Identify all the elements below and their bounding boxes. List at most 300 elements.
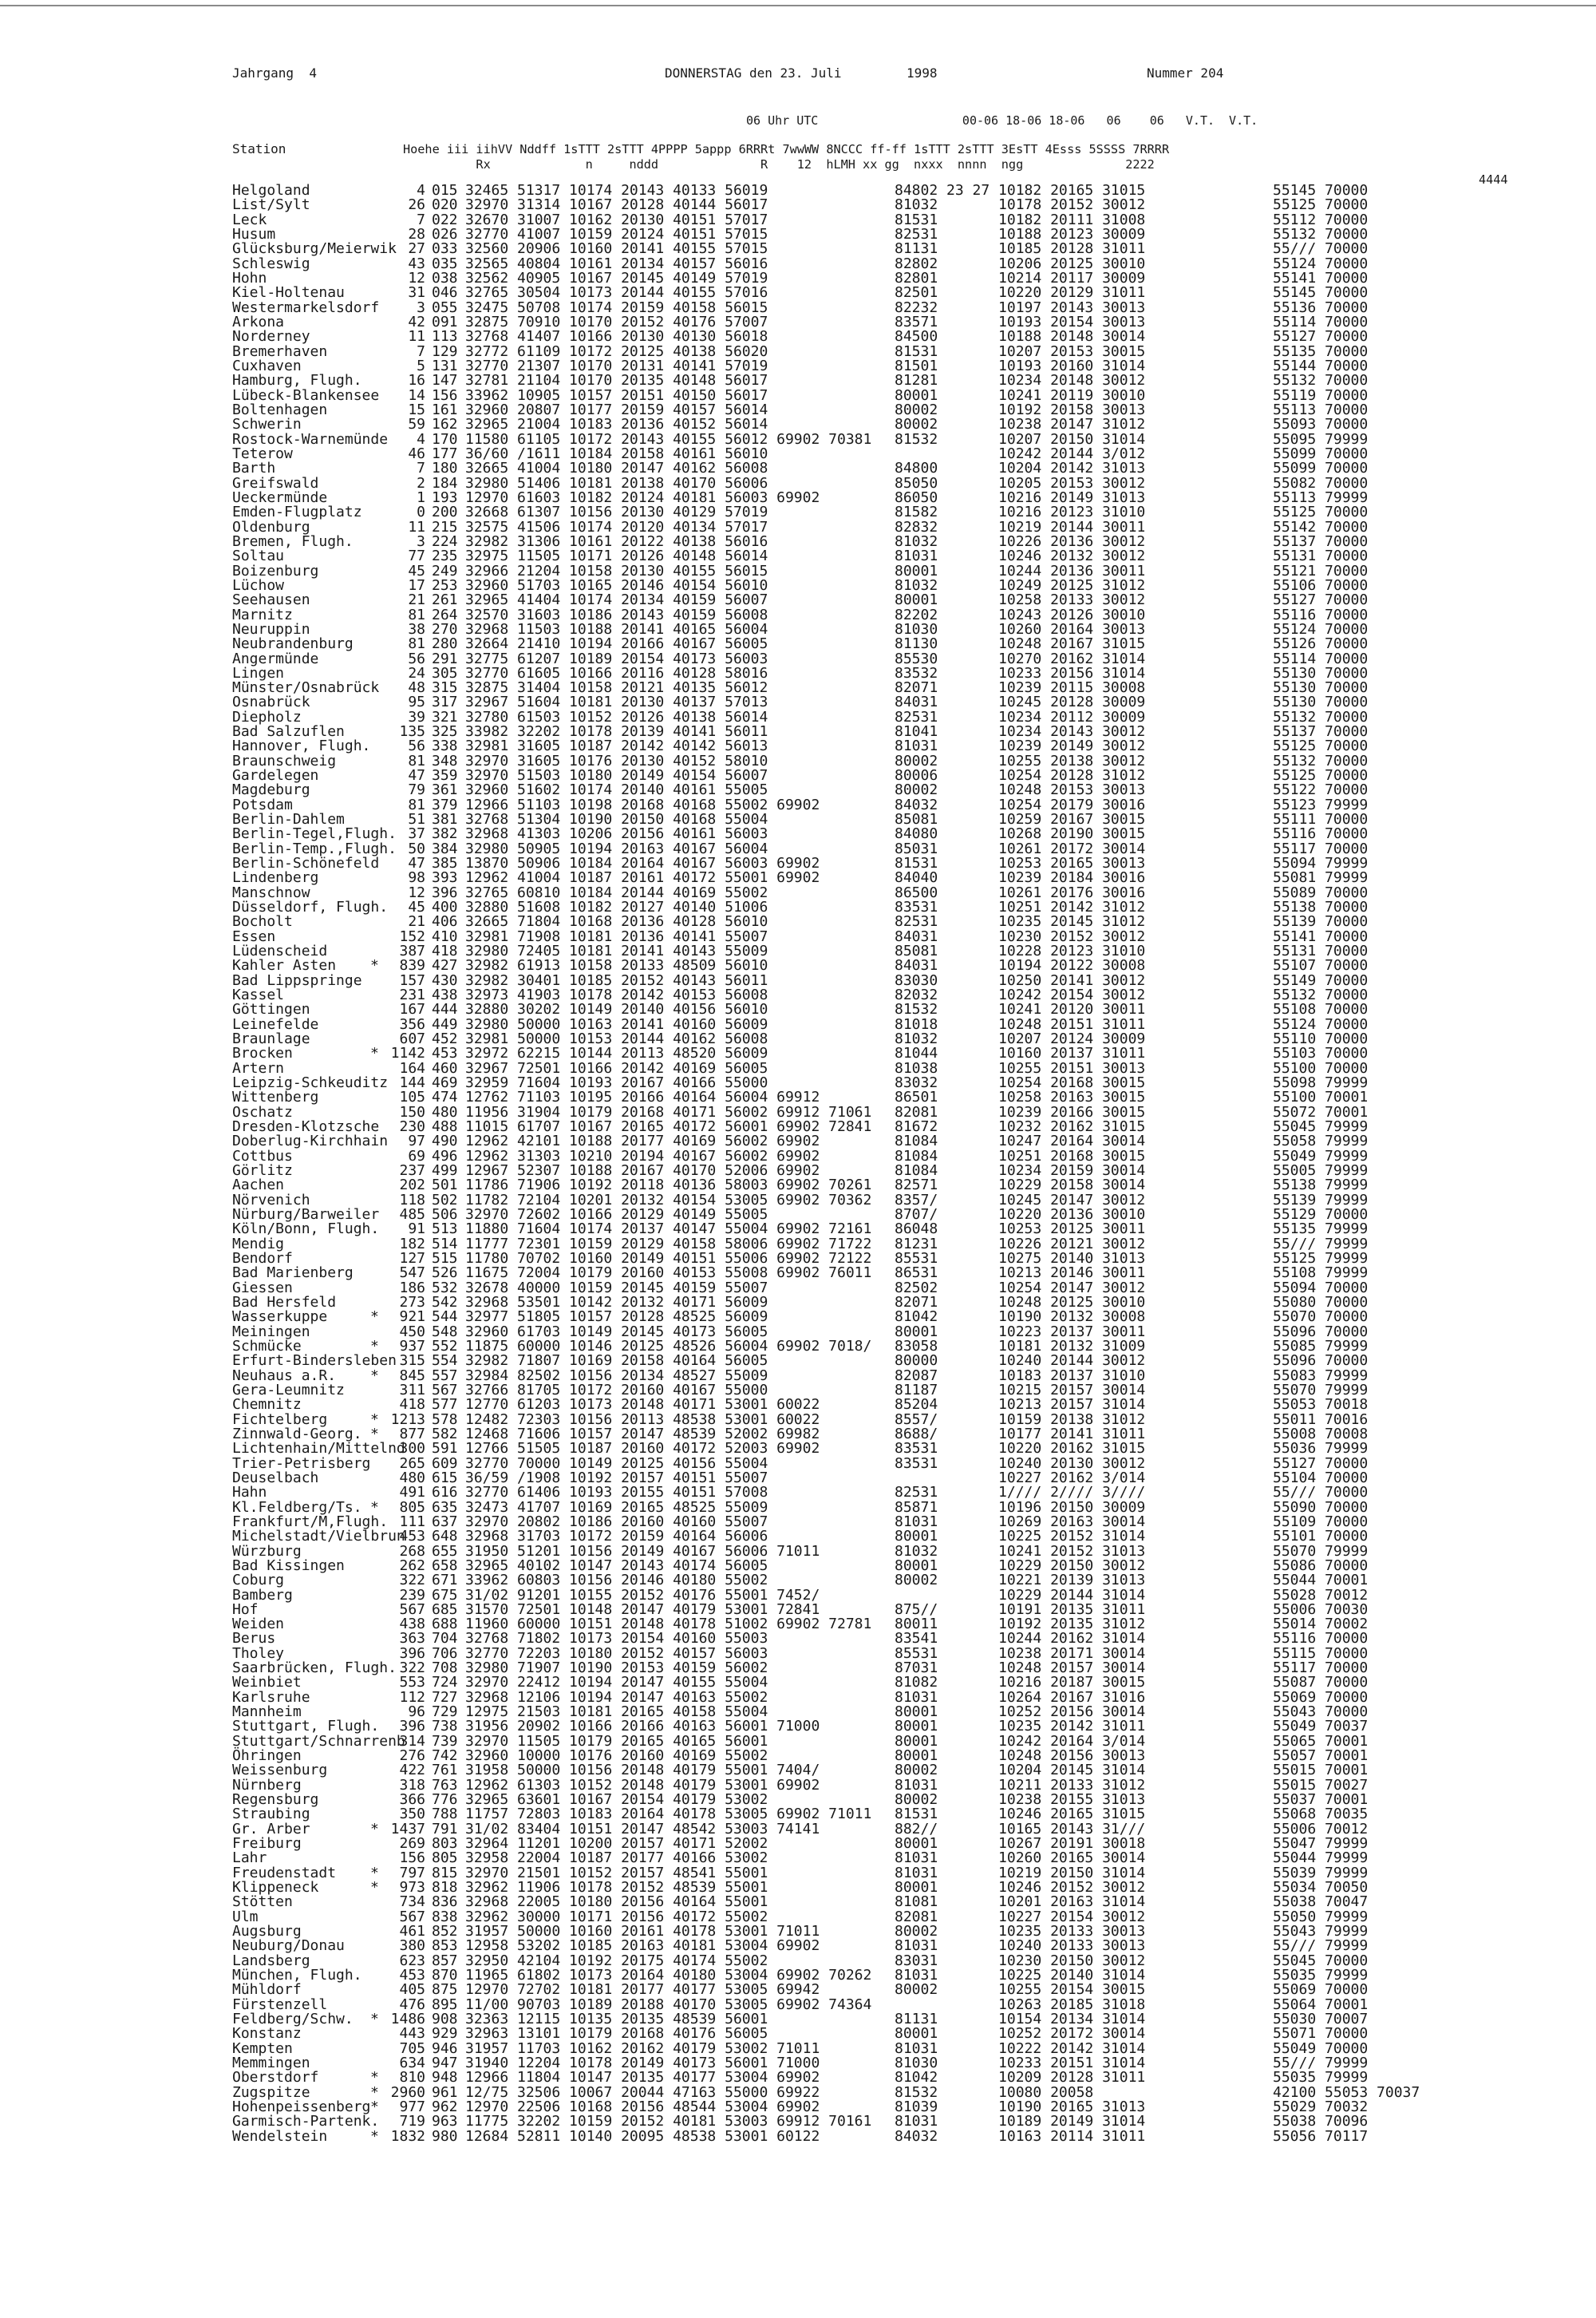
station-altitude: 186 — [399, 1279, 425, 1296]
synop-groups: 12762 71103 10195 20166 40164 56004 69912 — [465, 1089, 820, 1106]
station-altitude: 461 — [399, 1923, 425, 1940]
extremes-groups: 80002 10238 20155 31013 — [895, 1791, 1146, 1809]
extremes-groups: 80001 10267 20191 30018 — [895, 1835, 1146, 1853]
extremes-groups: 80001 10223 20137 30011 — [895, 1323, 1146, 1340]
synop-groups: 32968 12106 10194 20147 40163 55002 — [465, 1688, 768, 1706]
station-name: Bamberg — [232, 1586, 293, 1604]
extremes-groups: 83531 10251 20142 31012 — [895, 899, 1146, 916]
extremes-groups: 80001 10248 20156 30013 — [895, 1747, 1146, 1765]
table-row — [232, 1895, 1509, 1909]
synop-groups: 32980 50905 10194 20163 40167 56004 — [465, 840, 768, 857]
station-altitude: 111 — [399, 1513, 425, 1530]
station-name: Manschnow — [232, 884, 310, 901]
vt-groups: 55138 70000 — [1273, 899, 1369, 916]
extremes-groups: 81582 10216 20123 31010 — [895, 504, 1146, 521]
mountain-marker: * — [370, 1045, 379, 1062]
station-altitude: 839 — [399, 957, 425, 975]
synop-groups: 32980 50000 10163 20141 40160 56009 — [465, 1015, 768, 1033]
station-index: 338 — [432, 738, 458, 755]
station-altitude: 1142 — [390, 1045, 425, 1062]
station-index: 853 — [432, 1937, 458, 1955]
vt-groups: 55006 70012 — [1273, 1820, 1369, 1837]
synop-groups: 32972 62215 10144 20113 48520 56009 — [465, 1045, 768, 1062]
station-index: 469 — [432, 1074, 458, 1092]
station-name: Norderney — [232, 328, 310, 346]
vt-groups: 55117 70000 — [1273, 1659, 1369, 1677]
station-name: Lichtenhain/Mittelnd — [232, 1440, 405, 1458]
table-row — [232, 505, 1509, 520]
station-altitude: 112 — [399, 1688, 425, 1706]
vt-groups: 55127 70000 — [1273, 1454, 1369, 1472]
extremes-groups: 80006 10254 20128 31012 — [895, 767, 1146, 785]
synop-groups: 32765 30504 10173 20144 40155 57016 — [465, 284, 768, 302]
vt-groups: 55047 79999 — [1273, 1835, 1369, 1853]
station-altitude: 276 — [399, 1747, 425, 1765]
synop-groups: 32962 11906 10178 20152 48539 55001 — [465, 1879, 768, 1897]
station-altitude: 12 — [408, 884, 425, 901]
station-table — [232, 184, 1509, 2144]
mountain-marker: * — [370, 1308, 379, 1326]
station-name: Klippeneck — [232, 1879, 319, 1897]
station-altitude: 2 — [417, 474, 425, 492]
station-index: 554 — [432, 1352, 458, 1370]
station-name: Giessen — [232, 1279, 293, 1296]
station-name: Osnabrück — [232, 694, 310, 711]
extremes-groups: 85871 10196 20150 30009 — [895, 1498, 1146, 1516]
station-name: Weinbiet — [232, 1674, 302, 1691]
synop-groups: 32775 61207 10189 20154 40173 56003 — [465, 650, 768, 667]
station-name: Teterow — [232, 445, 293, 462]
station-altitude: 81 — [408, 635, 425, 653]
station-index: 738 — [432, 1718, 458, 1735]
station-altitude: 2960 — [390, 2083, 425, 2101]
station-altitude: 56 — [408, 738, 425, 755]
table-row — [232, 1003, 1509, 1017]
extremes-groups: 81031 10189 20149 31014 — [895, 2113, 1146, 2130]
station-name: Greifswald — [232, 474, 319, 492]
synop-groups: 32770 21307 10170 20131 40141 57019 — [465, 357, 768, 374]
station-altitude: 27 — [408, 240, 425, 258]
station-name: Nürnberg — [232, 1776, 302, 1794]
station-altitude: 45 — [408, 562, 425, 580]
vt-groups: 55112 70000 — [1273, 211, 1369, 228]
station-index: 317 — [432, 694, 458, 711]
station-altitude: 443 — [399, 2025, 425, 2043]
vt-groups: 55028 70012 — [1273, 1586, 1369, 1604]
synop-groups: 33962 60803 10156 20146 40180 55002 — [465, 1572, 768, 1589]
station-name: Schmücke — [232, 1337, 302, 1355]
station-altitude: 56 — [408, 650, 425, 667]
synop-groups: 32770 61406 10193 20155 40151 57008 — [465, 1484, 768, 1501]
station-index: 490 — [432, 1133, 458, 1150]
extremes-groups: 81032 10207 20124 30009 — [895, 1030, 1146, 1048]
station-altitude: 396 — [399, 1644, 425, 1662]
synop-groups: 32981 50000 10153 20144 40162 56008 — [465, 1030, 768, 1048]
extremes-groups: 80001 10225 20152 31014 — [895, 1528, 1146, 1545]
extremes-groups: 81042 10190 20132 30008 — [895, 1308, 1146, 1326]
vt-groups: 55149 70000 — [1273, 971, 1369, 989]
station-name: Neuruppin — [232, 620, 310, 638]
station-altitude: 98 — [408, 869, 425, 887]
station-altitude: 164 — [399, 1059, 425, 1077]
vt-groups: 55089 70000 — [1273, 884, 1369, 901]
station-index: 513 — [432, 1220, 458, 1238]
station-index: 675 — [432, 1586, 458, 1604]
vt-groups: 55039 79999 — [1273, 1864, 1369, 1881]
extremes-groups: 80002 10192 20158 30013 — [895, 401, 1146, 418]
synop-groups: 11/00 90703 10189 20188 40170 53005 69902 74364 — [465, 1996, 872, 2013]
table-row — [232, 1090, 1509, 1105]
synop-groups: 11880 71604 10174 20137 40147 55004 69902 72161 — [465, 1220, 872, 1238]
station-index: 655 — [432, 1542, 458, 1560]
station-index: 658 — [432, 1557, 458, 1574]
station-name: Potsdam — [232, 796, 293, 813]
synop-groups: 32980 72405 10181 20141 40143 55009 — [465, 943, 768, 960]
vt-groups: 55038 70096 — [1273, 2113, 1369, 2130]
synop-groups: 32980 71907 10190 20153 40159 56002 — [465, 1659, 768, 1677]
column-header-line-2: Hoehe iii iihVV Nddff 1sTTT 2sTTT 4PPPP 5appp 6RRRt 7wwWW 8NCCC ff-ff 1sTTT 2sTTT 3EsTT 4Esss 5SSSS 7RRRR — [403, 142, 1170, 156]
vt-groups: 55138 79999 — [1273, 1177, 1369, 1194]
station-name: Bendorf — [232, 1249, 293, 1267]
station-index: 385 — [432, 855, 458, 872]
synop-groups: 32768 51304 10190 20150 40168 55004 — [465, 811, 768, 829]
synop-groups: 12962 42101 10188 20177 40169 56002 69902 — [465, 1133, 820, 1150]
station-altitude: 380 — [399, 1937, 425, 1955]
station-altitude: 239 — [399, 1586, 425, 1604]
station-index: 379 — [432, 796, 458, 813]
vt-groups: 55087 70000 — [1273, 1674, 1369, 1691]
station-index: 542 — [432, 1293, 458, 1311]
station-altitude: 79 — [408, 781, 425, 799]
station-index: 948 — [432, 2069, 458, 2087]
vt-groups: 55109 70000 — [1273, 1513, 1369, 1530]
station-altitude: 91 — [408, 1220, 425, 1238]
station-altitude: 118 — [399, 1191, 425, 1208]
table-row — [232, 330, 1509, 344]
extremes-groups: 84032 10163 20114 31011 — [895, 2127, 1146, 2145]
extremes-groups: 81131 10154 20134 31014 — [895, 2011, 1146, 2028]
extremes-groups: 81031 10211 20133 31012 — [895, 1776, 1146, 1794]
station-index: 033 — [432, 240, 458, 258]
station-index: 488 — [432, 1118, 458, 1135]
extremes-groups: 82832 10219 20144 30011 — [895, 518, 1146, 536]
station-name: Konstanz — [232, 2025, 302, 2043]
vt-groups: 55107 70000 — [1273, 957, 1369, 975]
station-index: 499 — [432, 1161, 458, 1179]
synop-groups: 32968 22005 10180 20156 40164 55001 — [465, 1893, 768, 1911]
vt-groups: 55125 70000 — [1273, 738, 1369, 755]
station-name: Feldberg/Schw. — [232, 2011, 354, 2028]
station-altitude: 734 — [399, 1893, 425, 1911]
station-altitude: 1486 — [390, 2011, 425, 2028]
vt-groups: 55124 70000 — [1273, 255, 1369, 272]
extremes-groups: 81030 10260 20164 30013 — [895, 620, 1146, 638]
synop-groups: 32981 31605 10187 20142 40142 56013 — [465, 738, 768, 755]
vt-groups: 55125 70000 — [1273, 504, 1369, 521]
station-name: Chemnitz — [232, 1396, 302, 1414]
station-name: Hohn — [232, 269, 267, 287]
synop-groups: 32665 71804 10168 20136 40128 56010 — [465, 913, 768, 931]
synop-groups: 32970 22412 10194 20147 40155 55004 — [465, 1674, 768, 1691]
station-name: Bremen, Flugh. — [232, 532, 354, 550]
extremes-groups: 83032 10254 20168 30015 — [895, 1074, 1146, 1092]
station-name: Münster/Osnabrück — [232, 679, 380, 697]
synop-groups: 32562 40905 10167 20145 40149 57019 — [465, 269, 768, 287]
station-index: 616 — [432, 1484, 458, 1501]
vt-groups: 55070 79999 — [1273, 1542, 1369, 1560]
vt-groups: 55015 70027 — [1273, 1776, 1369, 1794]
synop-groups: 11015 61707 10167 20165 40172 56001 69902 72841 — [465, 1118, 872, 1135]
station-index: 761 — [432, 1762, 458, 1779]
station-index: 325 — [432, 723, 458, 741]
mountain-marker: * — [370, 1425, 379, 1442]
extremes-groups: 81532 10080 20058 — [895, 2083, 1094, 2101]
station-altitude: 135 — [399, 723, 425, 741]
station-index: 582 — [432, 1425, 458, 1442]
synop-groups: 32664 21410 10194 20166 40167 56005 — [465, 635, 768, 653]
station-index: 980 — [432, 2127, 458, 2145]
extremes-groups: 80002 10255 20138 30012 — [895, 752, 1146, 769]
vt-groups: 55006 70030 — [1273, 1600, 1369, 1618]
table-row — [232, 2114, 1509, 2129]
vt-groups: 55115 70000 — [1273, 1644, 1369, 1662]
station-index: 552 — [432, 1337, 458, 1355]
vt-groups: 55132 70000 — [1273, 225, 1369, 243]
station-altitude: 230 — [399, 1118, 425, 1135]
extremes-groups: 82032 10242 20154 30012 — [895, 987, 1146, 1004]
station-name: Stuttgart/Schnarrenb — [232, 1732, 405, 1750]
station-index: 852 — [432, 1923, 458, 1940]
synop-groups: 32970 51503 10180 20149 40154 56007 — [465, 767, 768, 785]
station-index: 224 — [432, 532, 458, 550]
station-index: 818 — [432, 1879, 458, 1897]
vt-groups: 55114 70000 — [1273, 650, 1369, 667]
synop-groups: 32473 41707 10169 20165 48525 55009 — [465, 1498, 768, 1516]
extremes-groups: 82531 10234 20112 30009 — [895, 708, 1146, 726]
station-name: Husum — [232, 225, 276, 243]
station-name: Meiningen — [232, 1323, 310, 1340]
station-altitude: 268 — [399, 1542, 425, 1560]
extremes-groups: 81672 10232 20162 31015 — [895, 1118, 1146, 1135]
station-name: Oberstdorf — [232, 2069, 319, 2087]
station-altitude: 38 — [408, 620, 425, 638]
extremes-groups: 83571 10193 20154 30013 — [895, 313, 1146, 330]
station-index: 895 — [432, 1996, 458, 2013]
station-altitude: 81 — [408, 796, 425, 813]
station-name: Berlin-Tegel,Flugh. — [232, 825, 397, 843]
station-name: Gr. Arber — [232, 1820, 310, 1837]
synop-groups: 12/75 32506 10067 20044 47163 55000 69922 — [465, 2083, 820, 2101]
station-altitude: 311 — [399, 1381, 425, 1398]
vt-groups: 55029 70032 — [1273, 2098, 1369, 2115]
station-name: Kassel — [232, 987, 285, 1004]
extremes-groups: 82071 10248 20125 30010 — [895, 1293, 1146, 1311]
station-altitude: 202 — [399, 1177, 425, 1194]
extremes-groups: 81531 10207 20153 30015 — [895, 342, 1146, 360]
station-index: 688 — [432, 1616, 458, 1633]
station-altitude: 127 — [399, 1249, 425, 1267]
station-index: 591 — [432, 1440, 458, 1458]
extremes-groups: 81532 10241 20120 30011 — [895, 1001, 1146, 1019]
synop-groups: 32560 20906 10160 20141 40155 57015 — [465, 240, 768, 258]
station-index: 046 — [432, 284, 458, 302]
station-name: Gera-Leumnitz — [232, 1381, 345, 1398]
station-altitude: 921 — [399, 1308, 425, 1326]
column-header-line-4: 4444 — [1479, 172, 1508, 187]
extremes-groups: 81187 10215 20157 30014 — [895, 1381, 1146, 1398]
synop-groups: 32970 31314 10167 20128 40144 56017 — [465, 196, 768, 214]
vt-groups: 55124 70000 — [1273, 1015, 1369, 1033]
station-index: 857 — [432, 1952, 458, 1969]
synop-groups: 32981 71908 10181 20136 40141 55007 — [465, 928, 768, 945]
station-name: Neuhaus a.R. — [232, 1367, 337, 1384]
synop-groups: 31940 12204 10178 20149 40173 56001 71000 — [465, 2055, 820, 2071]
station-name: Weissenburg — [232, 1762, 328, 1779]
vt-groups: 55132 70000 — [1273, 987, 1369, 1004]
synop-groups: 32975 11505 10171 20126 40148 56014 — [465, 548, 768, 565]
station-altitude: 28 — [408, 225, 425, 243]
station-name: Weiden — [232, 1616, 285, 1633]
extremes-groups: 85031 10261 20172 30014 — [895, 840, 1146, 857]
vt-groups: 55037 70001 — [1273, 1791, 1369, 1809]
station-index: 170 — [432, 430, 458, 448]
extremes-groups: 86531 10213 20146 30011 — [895, 1264, 1146, 1282]
extremes-groups: 81031 10225 20140 31014 — [895, 1967, 1146, 1984]
synop-groups: 12967 52307 10188 20167 40170 52006 69902 — [465, 1161, 820, 1179]
station-name: Michelstadt/Vielbrun — [232, 1528, 405, 1545]
synop-groups: 12482 72303 10156 20113 48538 53001 60022 — [465, 1410, 820, 1428]
vt-groups: 55050 79999 — [1273, 1908, 1369, 1925]
synop-groups: 33982 32202 10178 20139 40141 56011 — [465, 723, 768, 741]
vt-groups: 55132 70000 — [1273, 752, 1369, 769]
station-altitude: 11 — [408, 328, 425, 346]
vt-groups: 55098 79999 — [1273, 1074, 1369, 1092]
station-name: Cottbus — [232, 1147, 293, 1165]
station-altitude: 973 — [399, 1879, 425, 1897]
table-row — [232, 286, 1509, 300]
station-altitude: 7 — [417, 460, 425, 477]
extremes-groups: 82801 10214 20117 30009 — [895, 269, 1146, 287]
station-index: 235 — [432, 548, 458, 565]
extremes-groups: 80001 10258 20133 30012 — [895, 591, 1146, 609]
station-altitude: 719 — [399, 2113, 425, 2130]
station-name: Wittenberg — [232, 1089, 319, 1106]
synop-groups: 32678 40000 10159 20145 40159 55007 — [465, 1279, 768, 1296]
extremes-groups: 81032 10226 20136 30012 — [895, 532, 1146, 550]
synop-groups: 12684 52811 10140 20095 48538 53001 60122 — [465, 2127, 820, 2145]
extremes-groups: 83030 10250 20141 30012 — [895, 971, 1146, 989]
vt-groups: 55113 70000 — [1273, 401, 1369, 418]
synop-groups: 12770 61203 10173 20148 40171 53001 60022 — [465, 1396, 820, 1414]
synop-groups: 32960 20807 10177 20159 40157 56014 — [465, 401, 768, 418]
station-name: Lübeck-Blankensee — [232, 386, 380, 404]
vt-groups: 55043 79999 — [1273, 1923, 1369, 1940]
station-index: 515 — [432, 1249, 458, 1267]
extremes-groups: 8688/ 10177 20141 31011 — [895, 1425, 1146, 1442]
extremes-groups: 10263 20185 31018 — [895, 1996, 1146, 2013]
extremes-groups: 80001 10229 20150 30012 — [895, 1557, 1146, 1574]
vt-groups: 55145 70000 — [1273, 284, 1369, 302]
vt-groups: 55014 70002 — [1273, 1616, 1369, 1633]
vt-groups: 55/// 70000 — [1273, 240, 1369, 258]
station-name: Kahler Asten — [232, 957, 337, 975]
synop-groups: 32770 41007 10159 20124 40151 57015 — [465, 225, 768, 243]
table-row — [232, 2071, 1509, 2085]
station-name: Zugspitze — [232, 2083, 310, 2101]
station-altitude: 405 — [399, 1981, 425, 1999]
synop-groups: 32967 72501 10166 20142 40169 56005 — [465, 1059, 768, 1077]
vt-groups: 55108 79999 — [1273, 1264, 1369, 1282]
vt-groups: 55144 70000 — [1273, 357, 1369, 374]
station-index: 249 — [432, 562, 458, 580]
synop-groups: 32982 31306 10161 20122 40138 56016 — [465, 532, 768, 550]
mountain-marker: * — [370, 2011, 379, 2028]
station-name: Mannheim — [232, 1703, 302, 1721]
synop-groups: 32965 21004 10183 20136 40152 56014 — [465, 416, 768, 433]
vt-groups: 55070 79999 — [1273, 1381, 1369, 1398]
station-index: 026 — [432, 225, 458, 243]
vt-groups: 55083 79999 — [1273, 1367, 1369, 1384]
station-altitude: 476 — [399, 1996, 425, 2013]
synop-groups: 31956 20902 10166 20166 40163 56001 71000 — [465, 1718, 820, 1735]
issue-number-label: Nummer 204 — [1147, 65, 1224, 81]
table-row — [232, 959, 1509, 973]
synop-groups: 32875 31404 10158 20121 40135 56012 — [465, 679, 768, 697]
station-index: 131 — [432, 357, 458, 374]
station-name: Helgoland — [232, 182, 310, 199]
extremes-groups: 82502 10254 20147 30012 — [895, 1279, 1146, 1296]
vt-groups: 55099 70000 — [1273, 445, 1369, 462]
vt-groups: 55085 79999 — [1273, 1337, 1369, 1355]
station-name: Marnitz — [232, 606, 293, 623]
station-name: Neuburg/Donau — [232, 1937, 345, 1955]
station-index: 055 — [432, 299, 458, 316]
vt-groups: 55056 70117 — [1273, 2127, 1369, 2145]
station-name: Hohenpeissenberg — [232, 2098, 371, 2115]
station-name: Göttingen — [232, 1001, 310, 1019]
synop-groups: 32967 51604 10181 20130 40137 57013 — [465, 694, 768, 711]
station-index: 704 — [432, 1630, 458, 1648]
synop-groups: 32575 41506 10174 20120 40134 57017 — [465, 518, 768, 536]
synop-groups: 12975 21503 10181 20165 40158 55004 — [465, 1703, 768, 1721]
station-index: 577 — [432, 1396, 458, 1414]
vt-groups: 55116 70000 — [1273, 1630, 1369, 1648]
station-name: Würzburg — [232, 1542, 302, 1560]
extremes-groups: 81018 10248 20151 31011 — [895, 1015, 1146, 1033]
table-row — [232, 549, 1509, 564]
station-index: 763 — [432, 1776, 458, 1794]
station-name: Wasserkuppe — [232, 1308, 328, 1326]
station-index: 637 — [432, 1513, 458, 1530]
vt-groups: 55104 70000 — [1273, 1469, 1369, 1486]
station-index: 803 — [432, 1835, 458, 1853]
station-name: Bad Kissingen — [232, 1557, 345, 1574]
station-index: 480 — [432, 1103, 458, 1121]
station-name: Garmisch-Partenk. — [232, 2113, 380, 2130]
station-name: Coburg — [232, 1572, 285, 1589]
extremes-groups: 85081 10259 20167 30015 — [895, 811, 1146, 829]
table-row — [232, 417, 1509, 432]
station-index: 020 — [432, 196, 458, 214]
extremes-groups: 82571 10229 20158 30014 — [895, 1177, 1146, 1194]
station-index: 788 — [432, 1806, 458, 1823]
station-name: Bocholt — [232, 913, 293, 931]
extremes-groups: 83541 10244 20162 31014 — [895, 1630, 1146, 1648]
station-index: 671 — [432, 1572, 458, 1589]
extremes-groups: 80002 10204 20145 31014 — [895, 1762, 1146, 1779]
synop-groups: 11780 70702 10160 20149 40151 55006 69902 72122 — [465, 1249, 872, 1267]
vt-groups: 55100 70000 — [1273, 1059, 1369, 1077]
